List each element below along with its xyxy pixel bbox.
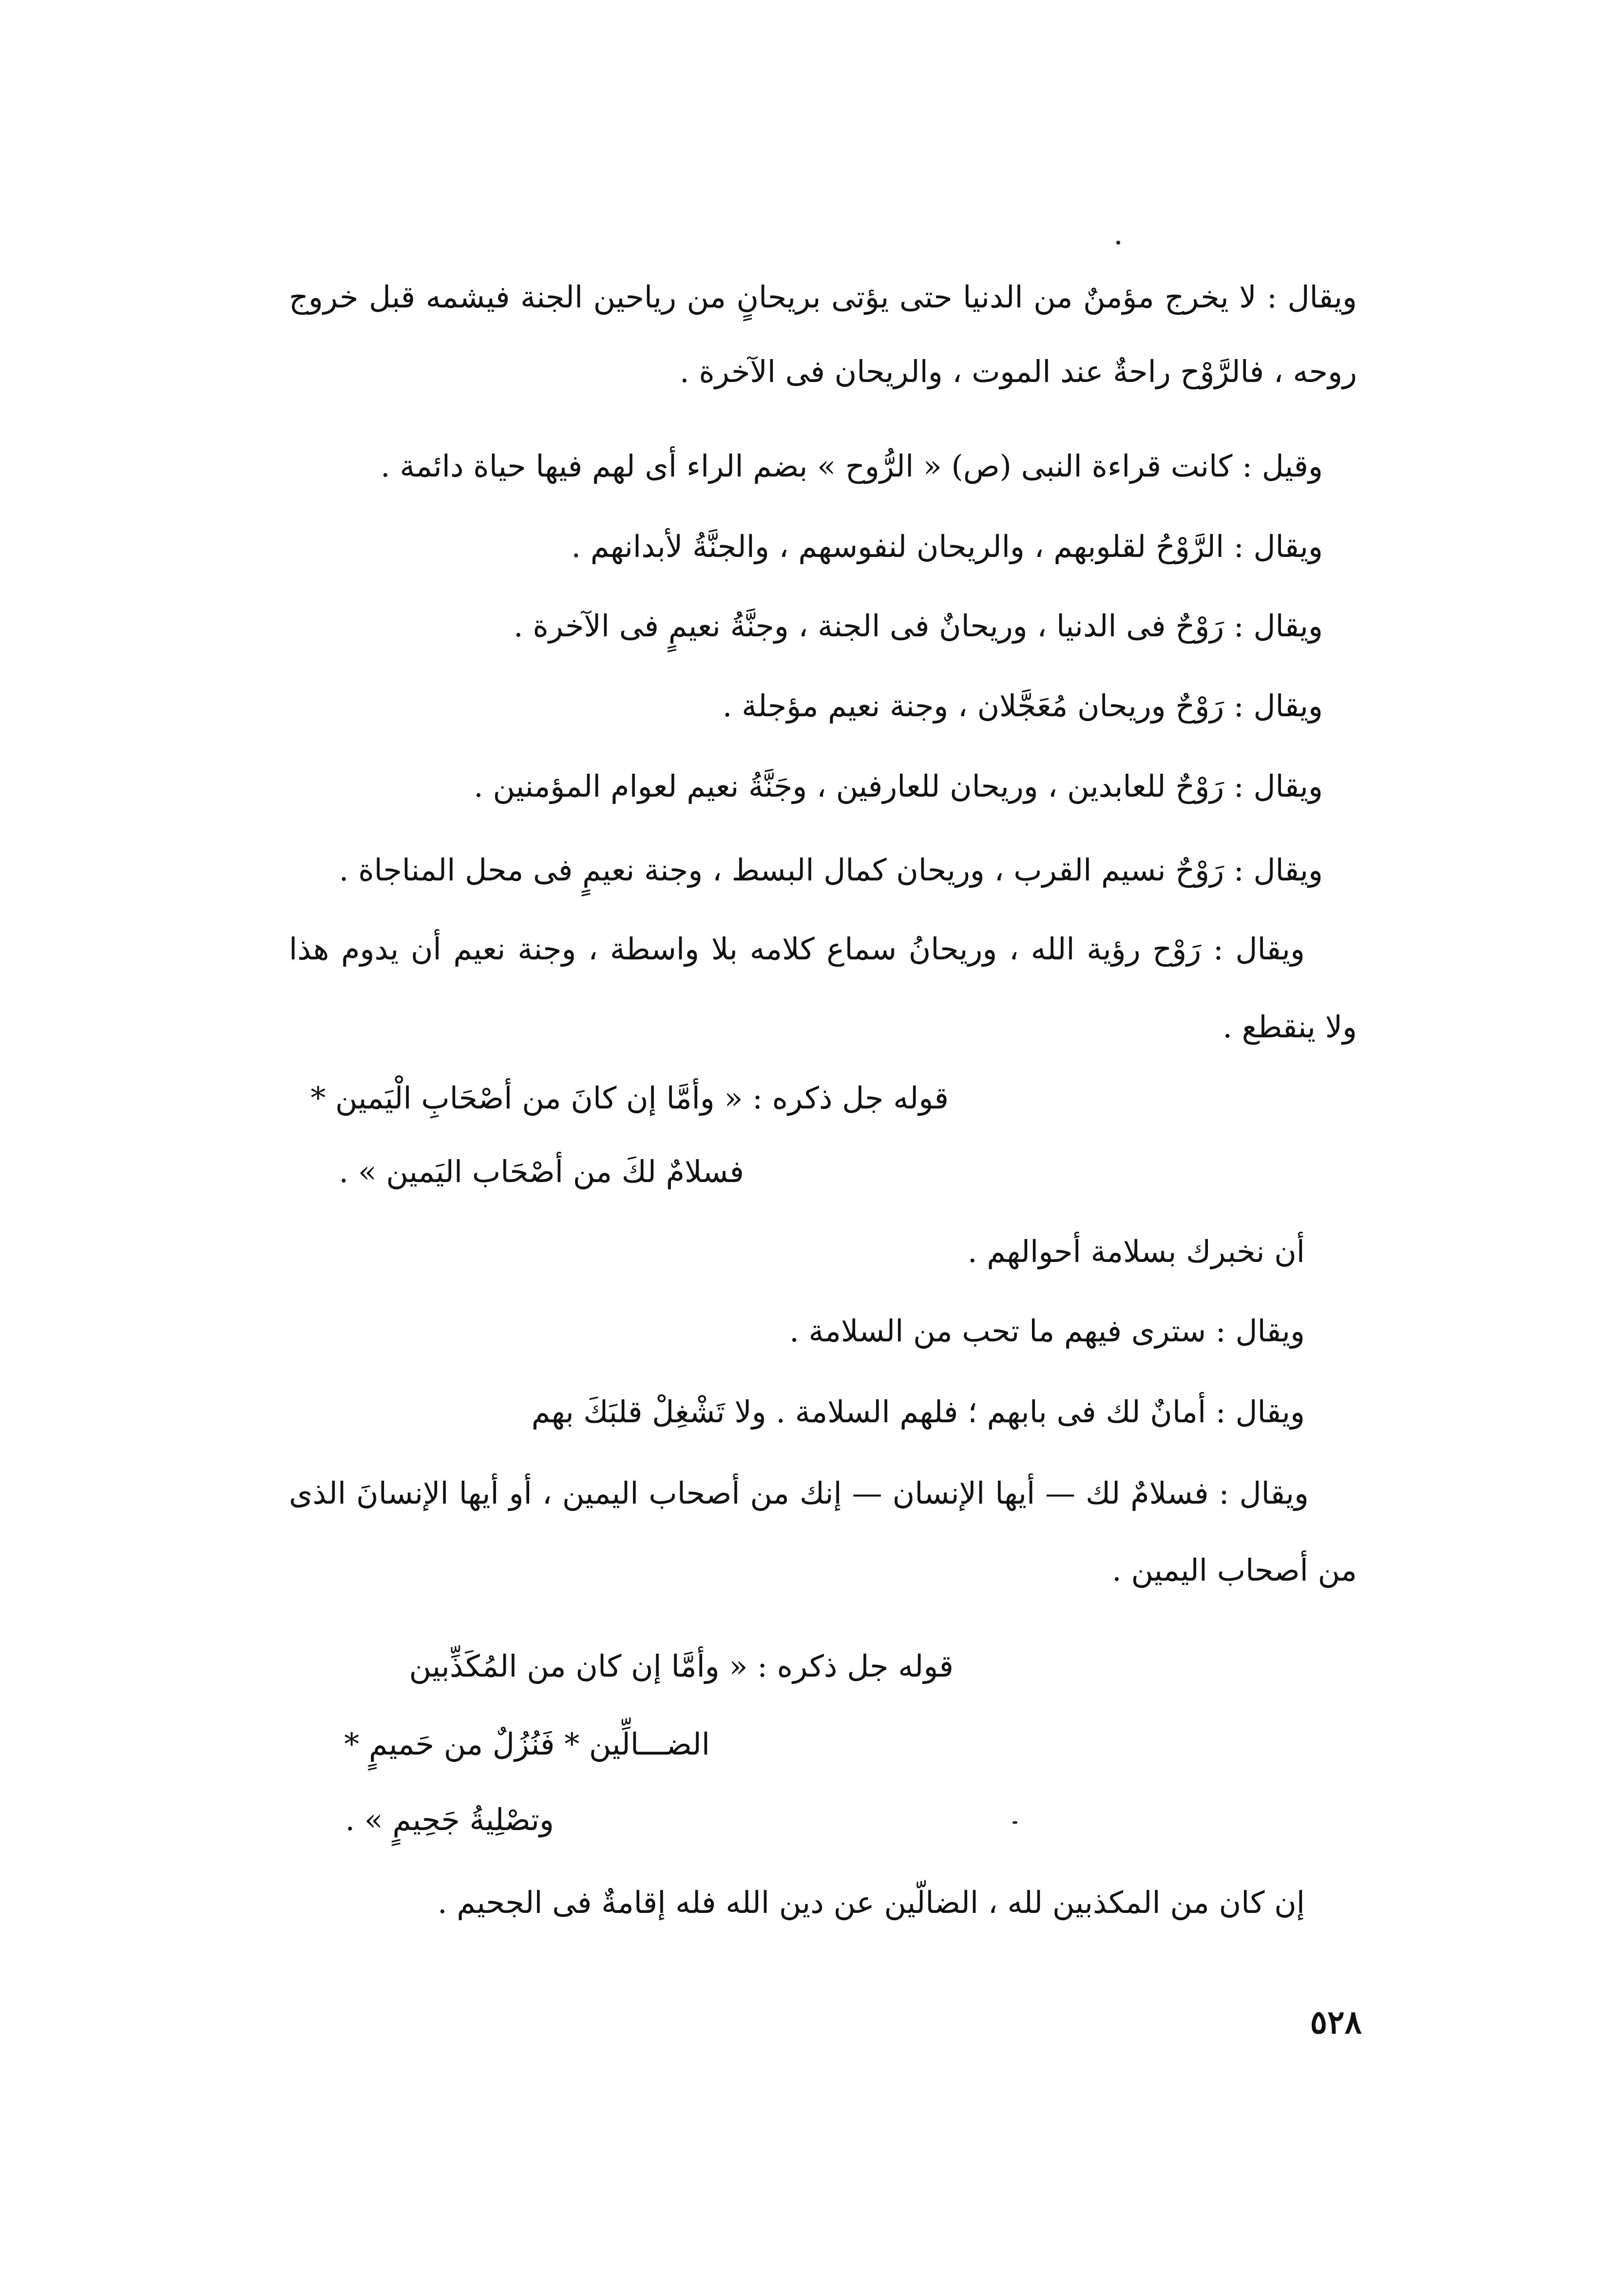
quran-verse-heading: الضـــالِّين * فَنُزُلٌ من حَميمٍ *: [344, 1726, 710, 1762]
text-line: ويقال : رَوْحٌ وريحان مُعَجَّلان ، وجنة نعيم مؤجلة .: [722, 688, 1323, 724]
text-line: من أصحاب اليمين .: [1112, 1552, 1357, 1588]
text-line: ويقال : أمانٌ لك فى بابهم ؛ فلهم السلامة . ولا تَشْغِلْ قلبَكَ بهم: [531, 1394, 1305, 1430]
text-line: ويقال : رَوْحٌ نسيم القرب ، وريحان كمال البسط ، وجنة نعيمٍ فى محل المناجاة .: [339, 852, 1323, 888]
text-line: ويقال : رَوْحٌ فى الدنيا ، وريحانٌ فى الجنة ، وجنَّةُ نعيمٍ فى الآخرة .: [513, 608, 1323, 644]
text-line: ويقال : الرَّوْحُ لقلوبهم ، والريحان لنفوسهم ، والجنَّةُ لأبدانهم .: [571, 529, 1323, 564]
ink-speck: [1013, 1821, 1017, 1824]
text-line: ويقال : فسلامٌ لك — أيها الإنسان — إنك من أصحاب اليمين ، أو أيها الإنسانَ الذى: [289, 1475, 1309, 1511]
text-line: ولا ينقطع .: [1223, 1009, 1357, 1045]
text-line: أن نخبرك بسلامة أحوالهم .: [967, 1234, 1305, 1269]
quran-verse-heading: قوله جل ذكره : « وأمَّا إن كان من المُكَذِّبين: [409, 1648, 954, 1684]
text-line: ويقال : رَوْحٌ للعابدين ، وريحان للعارفين ، وجَنَّةُ نعيم لعوام المؤمنين .: [474, 768, 1323, 804]
text-line: إن كان من المكذبين لله ، الضالّين عن دين الله فله إقامةٌ فى الجحيم .: [437, 1885, 1305, 1920]
text-line: ويقال : سترى فيهم ما تحب من السلامة .: [789, 1313, 1305, 1349]
page-number: ٥٢٨: [1310, 2003, 1362, 2041]
text-line: ويقال : رَوْح رؤية الله ، وريحانُ سماع كلامه بلا واسطة ، وجنة نعيم أن يدوم هذا: [289, 931, 1305, 967]
quran-verse-heading: وتصْلِيةُ جَحِيمٍ » .: [345, 1802, 554, 1837]
quran-verse-heading: قوله جل ذكره : « وأمَّا إن كانَ من أصْحَابِ الْيَمين *: [310, 1080, 949, 1116]
text-line: روحه ، فالرَّوْح راحةٌ عند الموت ، والريحان فى الآخرة .: [679, 354, 1357, 389]
quran-verse-heading: فسلامٌ لكَ من أصْحَاب اليَمين » .: [339, 1154, 744, 1189]
text-line: ويقال : لا يخرج مؤمنٌ من الدنيا حتى يؤتى بريحانٍ من رياحين الجنة فيشمه قبل خروج: [289, 279, 1357, 315]
text-line: وقيل : كانت قراءة النبى (ص) « الرُّوح » بضم الراء أى لهم فيها حياة دائمة .: [381, 448, 1323, 484]
ink-speck: [1116, 241, 1120, 245]
